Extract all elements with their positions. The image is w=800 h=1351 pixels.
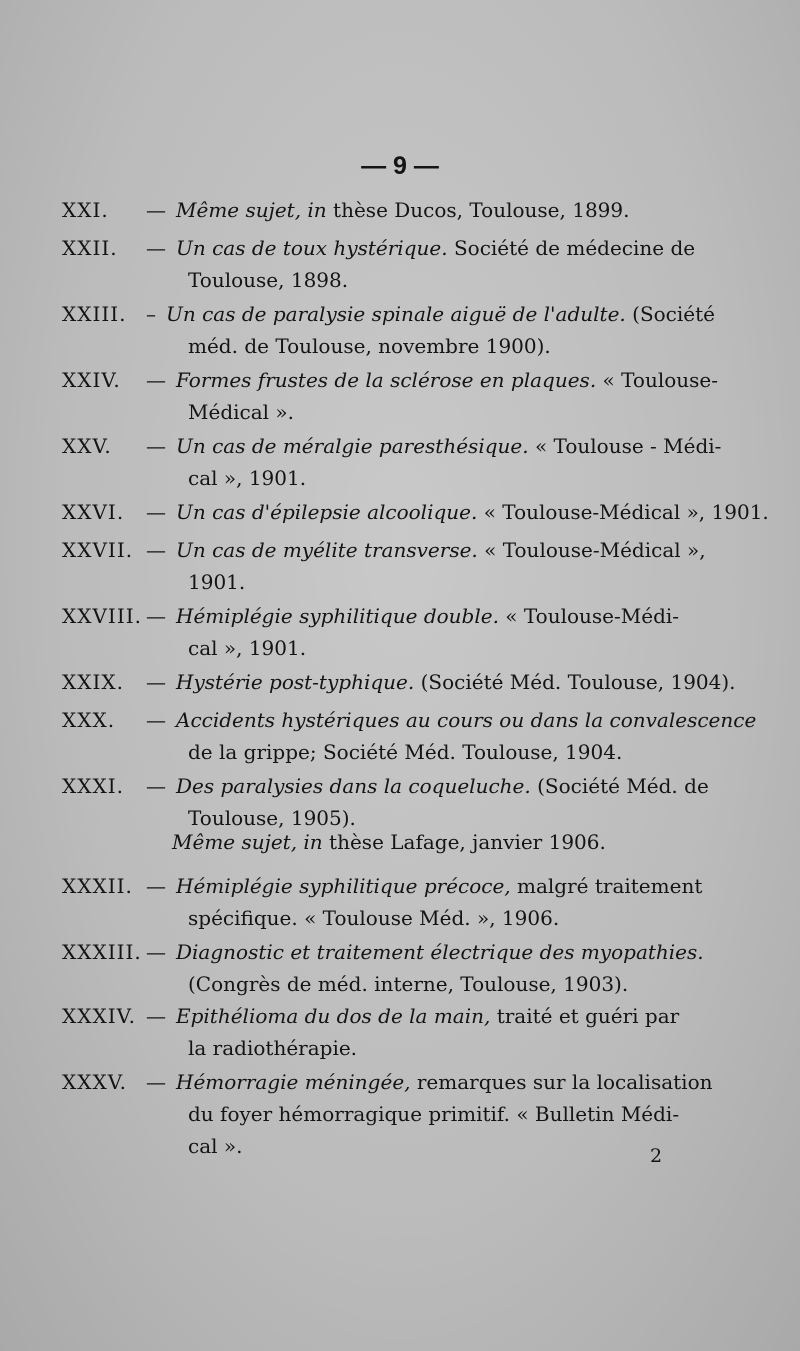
entry-continuation: Toulouse, 1898.	[188, 268, 349, 292]
entry-numeral: XXIX.	[62, 670, 124, 694]
entry-numeral: XXVIII.	[62, 604, 142, 628]
entry-title: Un cas d'épilepsie alcoolique.	[176, 500, 478, 524]
entry-details: « Toulouse-	[596, 368, 719, 392]
entry-numeral: XXIII.	[62, 302, 127, 326]
entry-dash: —	[146, 940, 166, 964]
entry-title: Même sujet, in	[176, 198, 327, 222]
entry-continuation: cal ».	[188, 1134, 243, 1158]
entry-title: Un cas de méralgie paresthésique.	[176, 434, 529, 458]
entry-numeral: XXXV.	[62, 1070, 128, 1094]
entry-dash: —	[146, 874, 166, 898]
entry-title: Diagnostic et traitement électrique des myopathies.	[176, 940, 704, 964]
entry-title: Formes frustes de la sclérose en plaques.	[176, 368, 597, 392]
entry-dash: —	[146, 708, 166, 732]
entry-details: « Toulouse-Médi-	[498, 604, 680, 628]
bibliography-entry	[62, 496, 769, 528]
bibliography-entry	[62, 534, 742, 598]
bibliography-entry	[62, 1000, 742, 1064]
sub-entry-rest: thèse Lafage, janvier 1906.	[322, 830, 606, 854]
entry-numeral: XXII.	[62, 236, 118, 260]
bibliography-entry	[62, 364, 742, 428]
entry-details: « Toulouse-Médical », 1901.	[477, 500, 769, 524]
signature-mark: 2	[650, 1145, 663, 1167]
entry-continuation: 1901.	[188, 570, 246, 594]
entry-numeral: XXVI.	[62, 500, 125, 524]
entry-title: Epithélioma du dos de la main,	[176, 1004, 491, 1028]
page-number: — 9 —	[361, 152, 439, 180]
entry-title: Un cas de myélite transverse.	[176, 538, 478, 562]
bibliography-entry	[62, 194, 742, 226]
entry-continuation: de la grippe; Société Méd. Toulouse, 1904.	[188, 740, 623, 764]
entry-continuation: spécifique. « Toulouse Méd. », 1906.	[188, 906, 560, 930]
entry-dash: —	[146, 670, 166, 694]
bibliography-entry	[62, 704, 757, 768]
entry-continuation: du foyer hémorragique primitif. « Bulletin Médi-	[188, 1102, 680, 1126]
entry-dash: —	[146, 236, 166, 260]
entry-details: « Toulouse - Médi-	[528, 434, 722, 458]
entry-continuation: cal », 1901.	[188, 466, 307, 490]
sub-entry	[172, 830, 606, 854]
entry-title: Des paralysies dans la coqueluche.	[176, 774, 531, 798]
entry-title: Un cas de toux hystérique.	[176, 236, 448, 260]
entry-details: (Société Méd. Toulouse, 1904).	[414, 670, 736, 694]
entry-continuation: (Congrès de méd. interne, Toulouse, 1903).	[188, 972, 629, 996]
entry-details: « Toulouse-Médical »,	[477, 538, 706, 562]
sub-entry-title: Même sujet, in	[172, 830, 323, 854]
entry-title: Hémiplégie syphilitique précoce,	[176, 874, 511, 898]
entry-dash: —	[146, 1004, 166, 1028]
entry-numeral: XXXII.	[62, 874, 133, 898]
entry-numeral: XXXIII.	[62, 940, 142, 964]
bibliography-entry	[62, 430, 742, 494]
bibliography-entry	[62, 666, 742, 698]
entry-continuation: Médical ».	[188, 400, 294, 424]
entry-dash: —	[146, 604, 166, 628]
bibliography-entry	[62, 870, 742, 934]
entry-details: malgré traitement	[510, 874, 703, 898]
bibliography-entry	[62, 1066, 742, 1162]
entry-title: Hystérie post-typhique.	[176, 670, 415, 694]
entry-numeral: XXXIV.	[62, 1004, 136, 1028]
entry-details: Société de médecine de	[447, 236, 696, 260]
entry-numeral: XXVII.	[62, 538, 134, 562]
entry-numeral: XXIV.	[62, 368, 121, 392]
entry-dash: —	[146, 368, 166, 392]
entry-continuation: méd. de Toulouse, novembre 1900).	[188, 334, 551, 358]
entry-title: Un cas de paralysie spinale aiguë de l'adulte.	[166, 302, 626, 326]
entry-dash: —	[146, 198, 166, 222]
entry-numeral: XXX.	[62, 708, 116, 732]
entry-numeral: XXXI.	[62, 774, 124, 798]
entry-numeral: XXV.	[62, 434, 112, 458]
entry-dash: —	[146, 538, 166, 562]
entry-dash: —	[146, 774, 166, 798]
bibliography-entry	[62, 298, 742, 362]
entry-title: Hémiplégie syphilitique double.	[176, 604, 499, 628]
entry-continuation: cal », 1901.	[188, 636, 307, 660]
bibliography-entry	[62, 936, 742, 1000]
entry-details: (Société	[625, 302, 715, 326]
entry-dash: –	[146, 302, 156, 326]
entry-continuation: Toulouse, 1905).	[188, 806, 356, 830]
entry-details: remarques sur la localisation	[410, 1070, 713, 1094]
entry-title: Hémorragie méningée,	[176, 1070, 411, 1094]
entry-dash: —	[146, 1070, 166, 1094]
entry-numeral: XXI.	[62, 198, 109, 222]
bibliography-entry	[62, 232, 742, 296]
entry-title: Accidents hystériques au cours ou dans la convalescence	[176, 708, 757, 732]
entry-details: (Société Méd. de	[530, 774, 709, 798]
entry-details: thèse Ducos, Toulouse, 1899.	[326, 198, 630, 222]
entry-dash: —	[146, 434, 166, 458]
entry-continuation: la radiothérapie.	[188, 1036, 358, 1060]
bibliography-entry	[62, 600, 742, 664]
entry-details: traité et guéri par	[490, 1004, 680, 1028]
entry-dash: —	[146, 500, 166, 524]
bibliography-entry	[62, 770, 742, 834]
